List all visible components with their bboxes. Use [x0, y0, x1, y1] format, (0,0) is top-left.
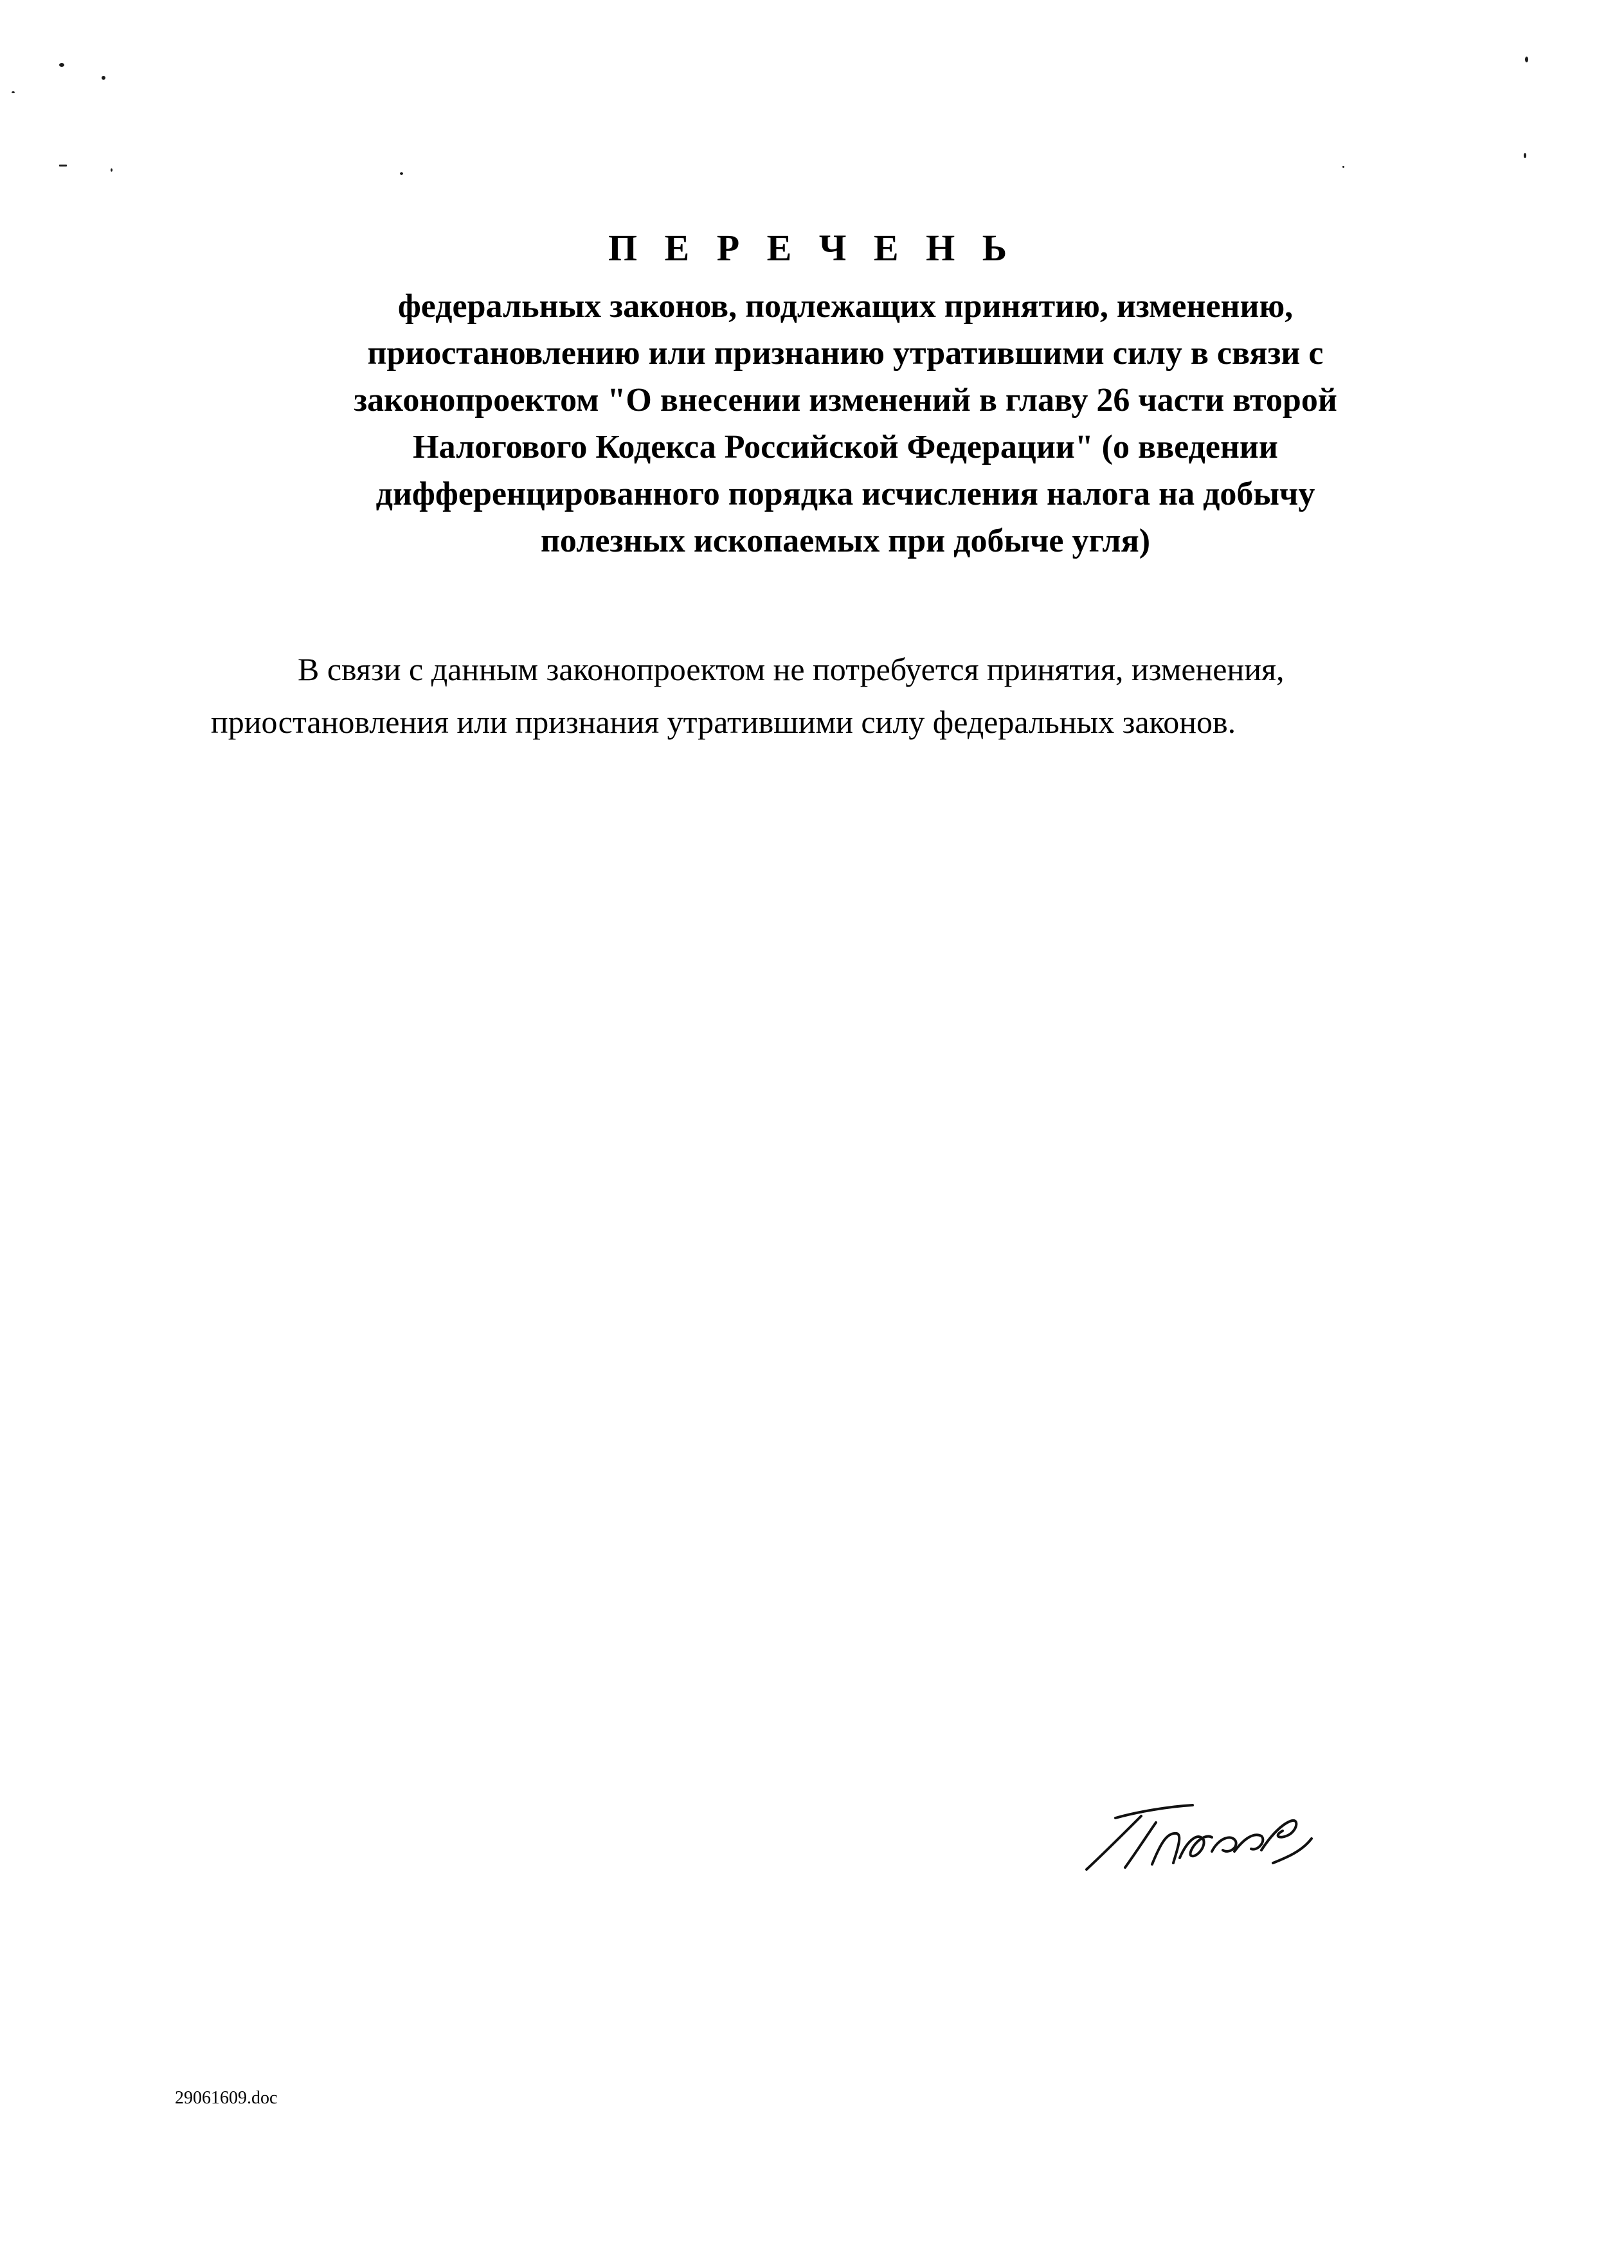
scan-speck [12, 91, 15, 93]
subtitle-line: полезных ископаемых при добыче угля) [540, 523, 1151, 559]
subtitle-line: дифференцированного порядка исчисления налога на добычу [375, 476, 1315, 512]
subtitle-line: законопроектом "О внесении изменений в главу 26 части второй [354, 382, 1337, 419]
handwritten-signature [1080, 1787, 1324, 1884]
scan-speck [1342, 166, 1344, 168]
scan-speck [1525, 57, 1528, 62]
document-heading: П Е Р Е Ч Е Н Ь [608, 227, 1016, 269]
scan-speck [400, 172, 403, 175]
scan-speck [1524, 153, 1526, 158]
body-line: приостановления или признания утратившими силу федеральных законов. [211, 704, 1236, 740]
scan-speck [111, 168, 113, 172]
body-paragraph [211, 643, 1484, 748]
subtitle-line: Налогового Кодекса Российской Федерации" (о введении [413, 429, 1278, 465]
subtitle-line: федеральных законов, подлежащих принятию, изменению, [397, 288, 1294, 325]
scan-speck [102, 76, 105, 80]
document-subtitle [244, 283, 1447, 564]
footer-filename: 29061609.doc [175, 2088, 278, 2108]
subtitle-line: приостановлению или признанию утратившими силу в связи с [367, 335, 1324, 372]
scan-speck [59, 165, 67, 166]
body-line: В связи с данным законопроектом не потребуется принятия, изменения, [298, 651, 1285, 687]
scan-speck [59, 63, 64, 67]
